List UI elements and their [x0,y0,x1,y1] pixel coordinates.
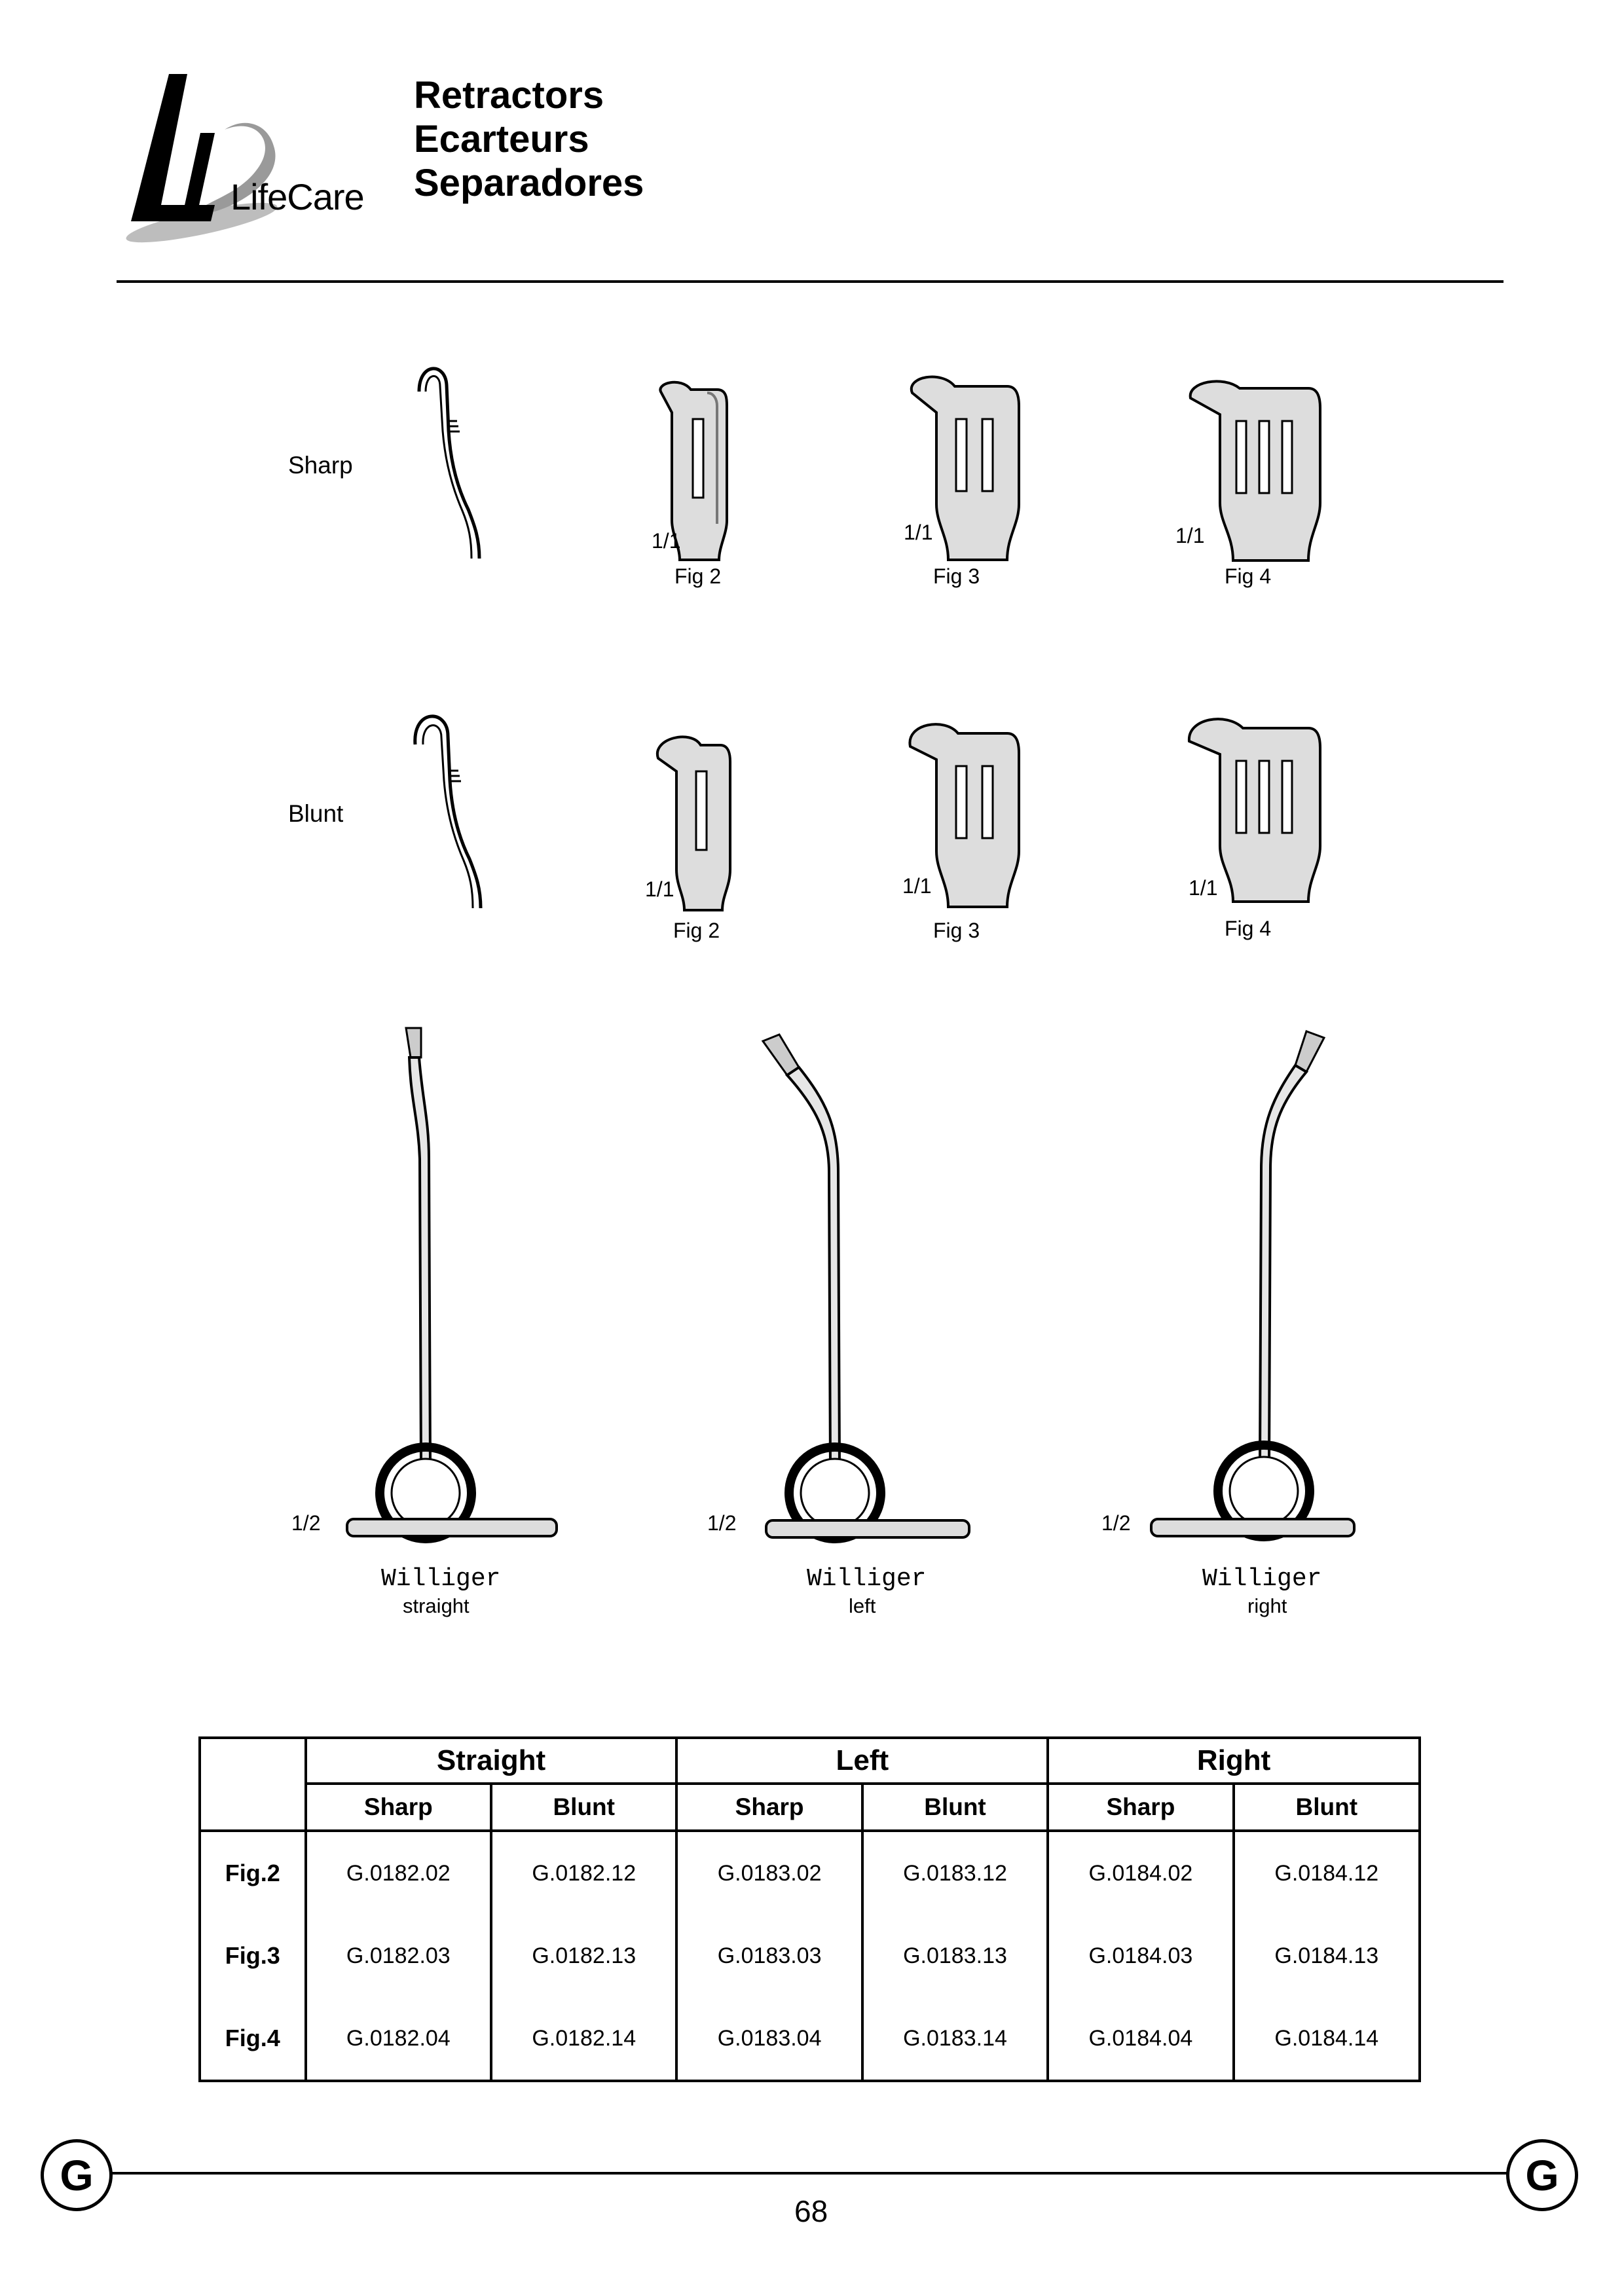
brand-name: LifeCare [231,176,364,217]
article-code: G.0184.03 [1048,1915,1233,1997]
title-line-es: Separadores [414,162,644,204]
blunt-fig4-scale: 1/1 [1189,876,1218,900]
subheader-straight-sharp: Sharp [306,1784,491,1831]
subheader-right-sharp: Sharp [1048,1784,1233,1831]
article-code: G.0182.13 [491,1915,676,1997]
blunt-fig2-scale: 1/1 [645,877,674,901]
williger-straight-variant: straight [403,1594,470,1617]
article-code: G.0184.12 [1234,1831,1420,1915]
article-code: G.0184.14 [1234,1997,1420,2081]
subheader-straight-blunt: Blunt [491,1784,676,1831]
sharp-fig4-caption: Fig 4 [1225,564,1272,588]
williger-left-variant: left [849,1594,876,1617]
williger-right-name: Williger [1202,1565,1322,1593]
article-code: G.0184.04 [1048,1997,1233,2081]
article-code: G.0184.02 [1048,1831,1233,1915]
sharp-fig4-scale: 1/1 [1175,524,1205,547]
header-divider [117,280,1504,283]
table-row [200,1831,1420,1915]
article-code: G.0184.13 [1234,1915,1420,1997]
blunt-fig4-caption: Fig 4 [1225,917,1272,940]
sharp-fig2-scale: 1/1 [652,529,681,553]
article-code: G.0183.13 [862,1915,1048,1997]
page-title [414,73,644,205]
sharp-fig2-caption: Fig 2 [674,564,722,588]
group-header-straight: Straight [306,1738,677,1784]
section-badge-right: G [1506,2139,1578,2211]
section-badge-left: G [41,2139,113,2211]
subheader-left-sharp: Sharp [676,1784,862,1831]
article-code-table [198,1736,1421,2082]
sharp-row-label: Sharp [288,452,353,479]
blunt-fig2-caption: Fig 2 [673,919,720,942]
williger-straight-scale: 1/2 [291,1511,321,1535]
article-code: G.0183.12 [862,1831,1048,1915]
williger-right-variant: right [1247,1594,1287,1617]
sharp-fig4-illustration [1184,378,1328,562]
williger-left-scale: 1/2 [707,1511,737,1535]
table-corner [200,1738,306,1831]
group-header-right: Right [1048,1738,1420,1784]
williger-straight-name: Williger [381,1565,501,1593]
blunt-fig3-scale: 1/1 [902,874,932,898]
row-label: Fig.2 [200,1831,306,1915]
williger-left-name: Williger [807,1565,927,1593]
table-row [200,1915,1420,1997]
blunt-hook-side-view [406,708,504,911]
group-header-left: Left [676,1738,1048,1784]
williger-right-scale: 1/2 [1101,1511,1131,1535]
footer-divider [111,2172,1513,2175]
sharp-fig3-caption: Fig 3 [933,564,980,588]
title-line-fr: Ecarteurs [414,118,589,160]
row-label: Fig.4 [200,1997,306,2081]
table-row [200,1997,1420,2081]
subheader-left-blunt: Blunt [862,1784,1048,1831]
sharp-fig3-scale: 1/1 [904,521,933,544]
page-number: 68 [794,2194,828,2228]
article-code: G.0182.02 [306,1831,491,1915]
blunt-fig3-caption: Fig 3 [933,919,980,942]
article-code: G.0183.04 [676,1997,862,2081]
williger-left-illustration [753,1028,976,1545]
article-code: G.0182.14 [491,1997,676,2081]
williger-straight-illustration [337,1021,560,1545]
article-code: G.0183.14 [862,1997,1048,2081]
article-code: G.0182.12 [491,1831,676,1915]
article-code: G.0182.04 [306,1997,491,2081]
row-label: Fig.3 [200,1915,306,1997]
subheader-right-blunt: Blunt [1234,1784,1420,1831]
lifecare-logo [117,71,378,261]
blunt-row-label: Blunt [288,800,344,827]
article-code: G.0183.02 [676,1831,862,1915]
williger-right-illustration [1146,1025,1369,1545]
title-line-en: Retractors [414,74,604,117]
article-code: G.0183.03 [676,1915,862,1997]
article-code: G.0182.03 [306,1915,491,1997]
sharp-hook-side-view [406,359,504,562]
